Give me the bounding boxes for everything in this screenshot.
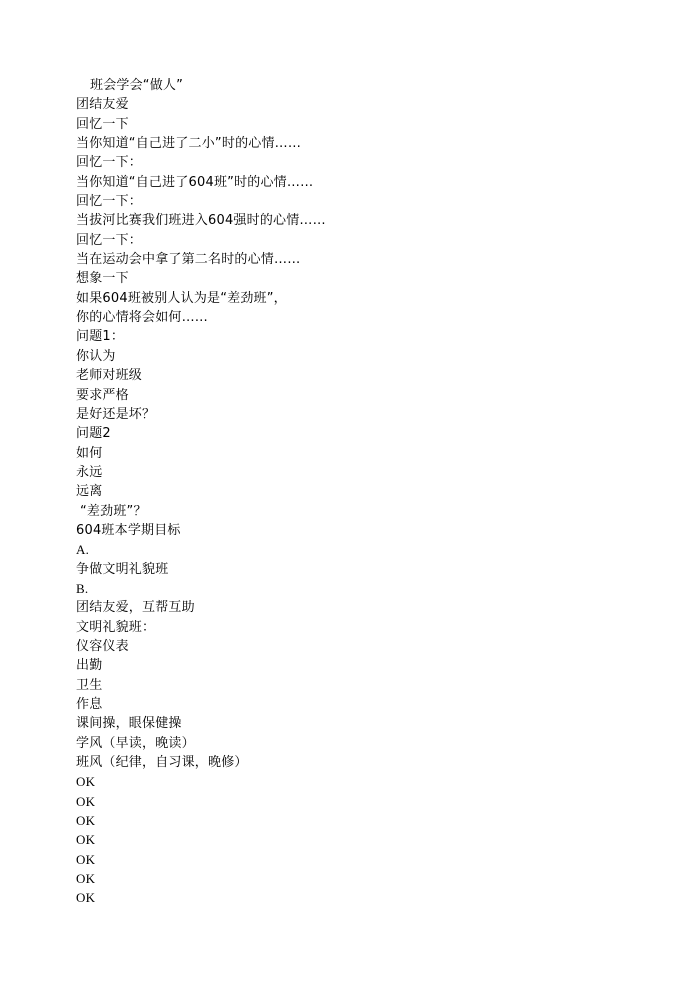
text-line: 你的心情将会如何…… <box>76 310 209 326</box>
text-line: 要求严格 <box>76 387 129 403</box>
text-line: 团结友爱 <box>76 97 129 113</box>
text-line: 当你知道“自己进了604班”时的心情…… <box>76 174 314 190</box>
document-title: 班会学会“做人” <box>90 78 184 93</box>
text-line: A. <box>76 542 90 558</box>
text-line: 班风（纪律，自习课，晚修） <box>76 755 248 771</box>
text-line: 课间操，眼保健操 <box>76 716 182 732</box>
text-line: 604班本学期目标 <box>76 522 181 538</box>
document-body <box>76 76 636 908</box>
text-line: 文明礼貌班： <box>76 619 156 635</box>
text-line: 如何 <box>76 445 103 461</box>
text-line: B. <box>76 580 89 596</box>
text-line: 问题2 <box>76 426 111 442</box>
text-line: 你认为 <box>76 348 116 364</box>
ok-line: OK <box>76 832 96 848</box>
text-line: 当拔河比赛我们班进入604强时的心情…… <box>76 213 326 229</box>
text-line: 回忆一下： <box>76 194 143 210</box>
text-line: 远离 <box>76 484 103 500</box>
text-line: 仪容仪表 <box>76 638 129 654</box>
text-line: 回忆一下 <box>76 116 129 132</box>
text-line: 回忆一下： <box>76 155 143 171</box>
text-line: 想象一下 <box>76 271 129 287</box>
text-line: 是好还是坏？ <box>76 406 156 422</box>
ok-line: OK <box>76 774 96 790</box>
text-line: 争做文明礼貌班 <box>76 561 169 577</box>
text-line: 如果604班被别人认为是“差劲班”， <box>76 290 287 306</box>
ok-line: OK <box>76 793 96 809</box>
text-line: 当在运动会中拿了第二名时的心情…… <box>76 252 301 268</box>
text-line: 永远 <box>76 464 103 480</box>
text-line: 出勤 <box>76 658 103 674</box>
text-line: “差劲班”？ <box>80 503 147 519</box>
text-line: 学风（早读，晚读） <box>76 735 195 751</box>
text-line: 团结友爱，互帮互助 <box>76 600 195 616</box>
text-line: 当你知道“自己进了二小”时的心情…… <box>76 136 302 152</box>
text-line: 作息 <box>76 697 103 712</box>
text-line: 老师对班级 <box>76 368 143 384</box>
text-line: 回忆一下： <box>76 232 143 248</box>
ok-line: OK <box>76 890 96 906</box>
text-line: 问题1： <box>76 329 125 345</box>
text-line: 卫生 <box>76 677 103 693</box>
ok-line: OK <box>76 871 96 887</box>
ok-line: OK <box>76 813 96 829</box>
ok-line: OK <box>76 851 96 867</box>
